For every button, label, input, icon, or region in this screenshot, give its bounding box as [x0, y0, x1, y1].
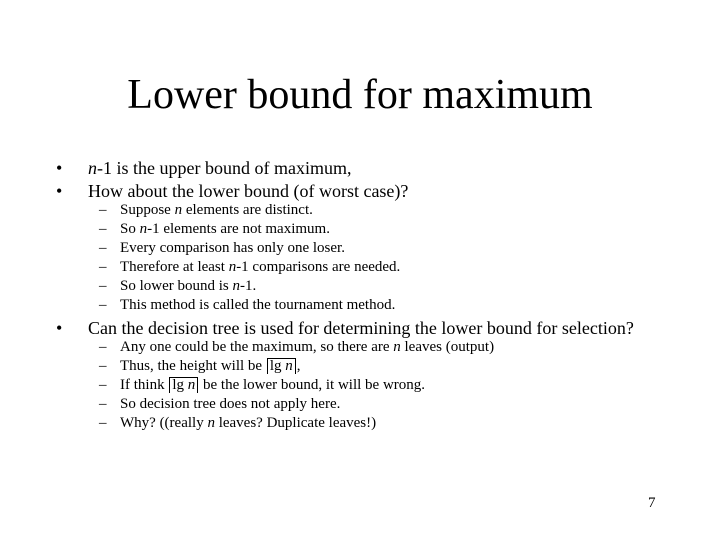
- var-n: n: [285, 358, 293, 374]
- bullet-text: Can the decision tree is used for determining the lower bound for selection?: [88, 318, 634, 338]
- dash-glyph: –: [99, 396, 107, 412]
- var-n: n: [232, 278, 240, 294]
- bullet-text: [88, 157, 351, 179]
- ceiling-bracket: [169, 377, 198, 393]
- text-run: -1.: [240, 278, 257, 294]
- text-run: Any one could be the maximum, so there are: [120, 339, 394, 355]
- text-run: -1 elements are not maximum.: [147, 221, 330, 237]
- bullet-text: How about the lower bound (of worst case)?: [88, 181, 409, 201]
- ceiling-bracket: [267, 358, 296, 374]
- bullet-glyph: •: [56, 181, 63, 201]
- sub-bullet-text: [120, 201, 313, 220]
- dash-glyph: –: [99, 377, 107, 393]
- dash-glyph: –: [99, 358, 107, 374]
- text-run: elements are distinct.: [182, 202, 313, 218]
- dash-glyph: –: [99, 240, 107, 256]
- dash-glyph: –: [99, 415, 107, 431]
- sub-bullet-text: Every comparison has only one loser.: [120, 240, 345, 256]
- text-run: leaves (output): [400, 339, 495, 355]
- text-run: Suppose: [120, 202, 175, 218]
- sub-bullet-text: [120, 338, 494, 357]
- dash-glyph: –: [99, 297, 107, 313]
- text-run: lg: [269, 358, 286, 374]
- text-run: So lower bound is: [120, 278, 233, 294]
- text-run: If think: [120, 377, 169, 393]
- var-n: n: [174, 202, 183, 218]
- text-run: be the lower bound, it will be wrong.: [199, 377, 426, 393]
- sub-bullet-text: So decision tree does not apply here.: [120, 396, 341, 412]
- text-run: So: [120, 221, 140, 237]
- dash-glyph: –: [99, 202, 107, 218]
- var-n: n: [393, 339, 401, 355]
- sub-bullet-text: [120, 277, 256, 296]
- sub-bullet-text: [120, 376, 425, 395]
- text-run: Why? ((really: [120, 415, 208, 431]
- var-n: n: [88, 158, 97, 178]
- text-run: -1 is the upper bound of maximum,: [97, 158, 352, 178]
- sub-bullet-text: [120, 414, 376, 433]
- dash-glyph: –: [99, 221, 107, 237]
- text-run: Therefore at least: [120, 259, 229, 275]
- bullet-glyph: •: [56, 158, 63, 178]
- var-n: n: [187, 377, 196, 393]
- sub-bullet-text: [120, 258, 400, 277]
- sub-bullet-text: [120, 220, 330, 239]
- var-n: n: [228, 259, 237, 275]
- var-n: n: [207, 415, 215, 431]
- text-run: leaves? Duplicate leaves!): [214, 415, 377, 431]
- slide-title: Lower bound for maximum: [127, 72, 593, 118]
- dash-glyph: –: [99, 259, 107, 275]
- text-run: lg: [172, 377, 188, 393]
- sub-bullet-text: This method is called the tournament method.: [120, 297, 396, 313]
- text-run: ,: [296, 358, 301, 374]
- bullet-glyph: •: [56, 318, 63, 338]
- text-run: Thus, the height will be: [120, 358, 266, 374]
- sub-bullet-text: [120, 357, 300, 376]
- text-run: -1 comparisons are needed.: [236, 259, 401, 275]
- dash-glyph: –: [99, 339, 107, 355]
- var-n: n: [139, 221, 148, 237]
- page-number: 7: [648, 495, 656, 511]
- dash-glyph: –: [99, 278, 107, 294]
